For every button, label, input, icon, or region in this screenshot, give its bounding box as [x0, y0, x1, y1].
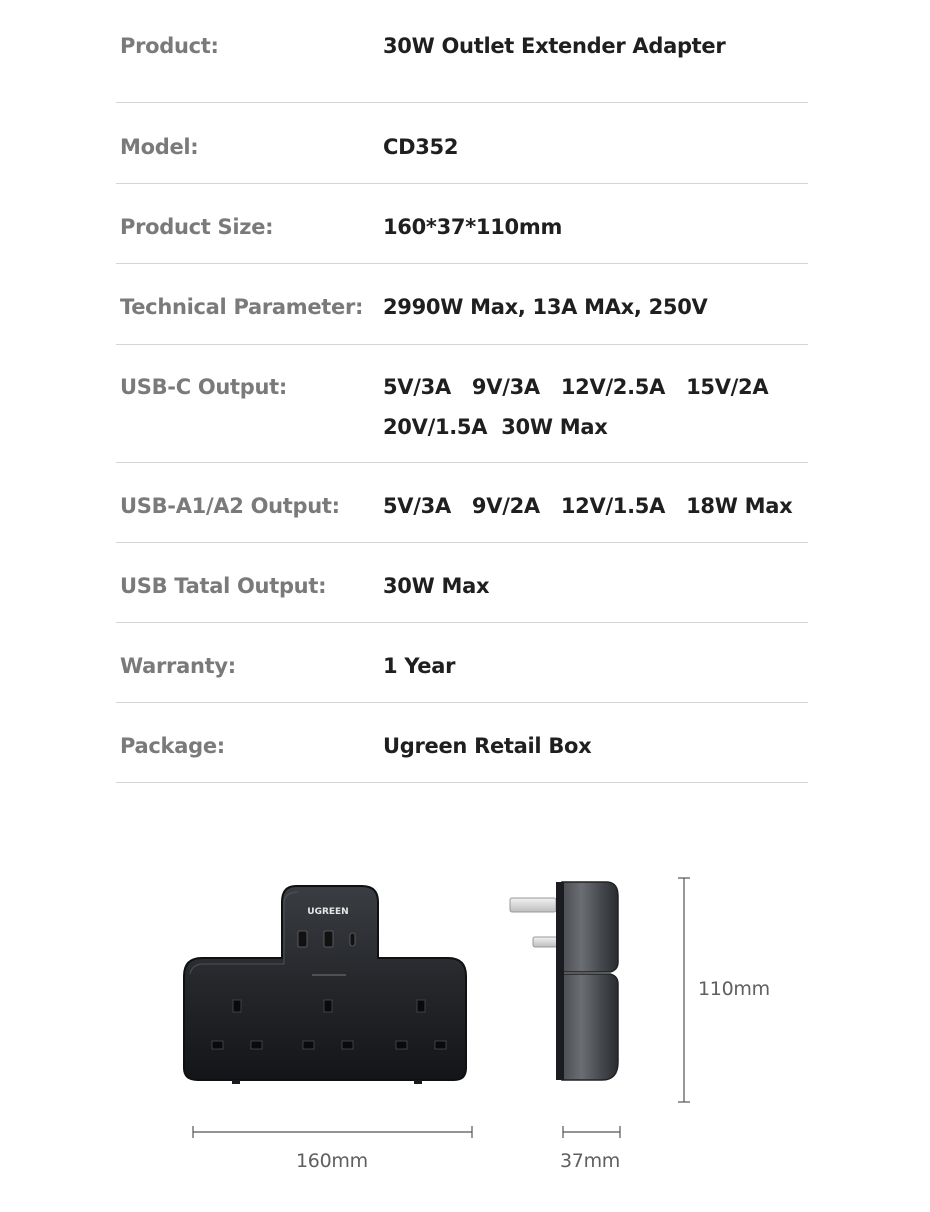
spec-row-product: [116, 26, 808, 103]
usb-a-port: [324, 931, 333, 947]
spec-label: USB-C Output:: [120, 375, 287, 399]
spec-row-technical-parameter: [116, 264, 808, 345]
depth-label: 37mm: [560, 1150, 620, 1172]
foot: [232, 1080, 240, 1084]
spec-row-package: [116, 703, 808, 783]
spec-table: [116, 26, 808, 783]
product-dimension-figure: [0, 840, 930, 1208]
spec-label: Product:: [120, 34, 219, 58]
spec-value: 5V/3A 9V/3A 12V/2.5A 15V/2A 20V/1.5A 30W Max: [383, 375, 769, 439]
spec-value: 1 Year: [383, 654, 456, 678]
spec-row-usb-c-output: [116, 345, 808, 463]
adapter-side-view: [510, 882, 618, 1080]
spec-row-warranty: [116, 623, 808, 703]
spec-value: CD352: [383, 135, 459, 159]
spec-value: 160*37*110mm: [383, 215, 563, 239]
spec-label: USB-A1/A2 Output:: [120, 494, 340, 518]
spec-row-usb-total-output: [116, 543, 808, 623]
spec-value: 5V/3A 9V/2A 12V/1.5A 18W Max: [383, 494, 793, 518]
product-illustration: [0, 840, 930, 1208]
spec-label: Technical Parameter:: [120, 295, 364, 319]
spec-label: Product Size:: [120, 215, 274, 239]
spec-label: Package:: [120, 734, 225, 758]
spec-value: 2990W Max, 13A MAx, 250V: [383, 295, 708, 319]
foot: [414, 1080, 422, 1084]
spec-label: USB Tatal Output:: [120, 574, 327, 598]
usb-a-port: [298, 931, 307, 947]
spec-value: 30W Outlet Extender Adapter: [383, 34, 726, 58]
spec-label: Model:: [120, 135, 199, 159]
spec-row-product-size: [116, 184, 808, 264]
spec-value: Ugreen Retail Box: [383, 734, 592, 758]
spec-value: 30W Max: [383, 574, 490, 598]
spec-label: Warranty:: [120, 654, 236, 678]
brand-logo: UGREEN: [307, 907, 349, 917]
plug-pin: [533, 937, 559, 947]
spec-row-model: [116, 103, 808, 184]
usb-c-port: [350, 933, 355, 946]
height-label: 110mm: [698, 978, 770, 1000]
plug-pin: [510, 898, 556, 912]
spec-row-usb-a-output: [116, 463, 808, 543]
width-label: 160mm: [296, 1150, 368, 1172]
adapter-front-view: [184, 886, 466, 1084]
